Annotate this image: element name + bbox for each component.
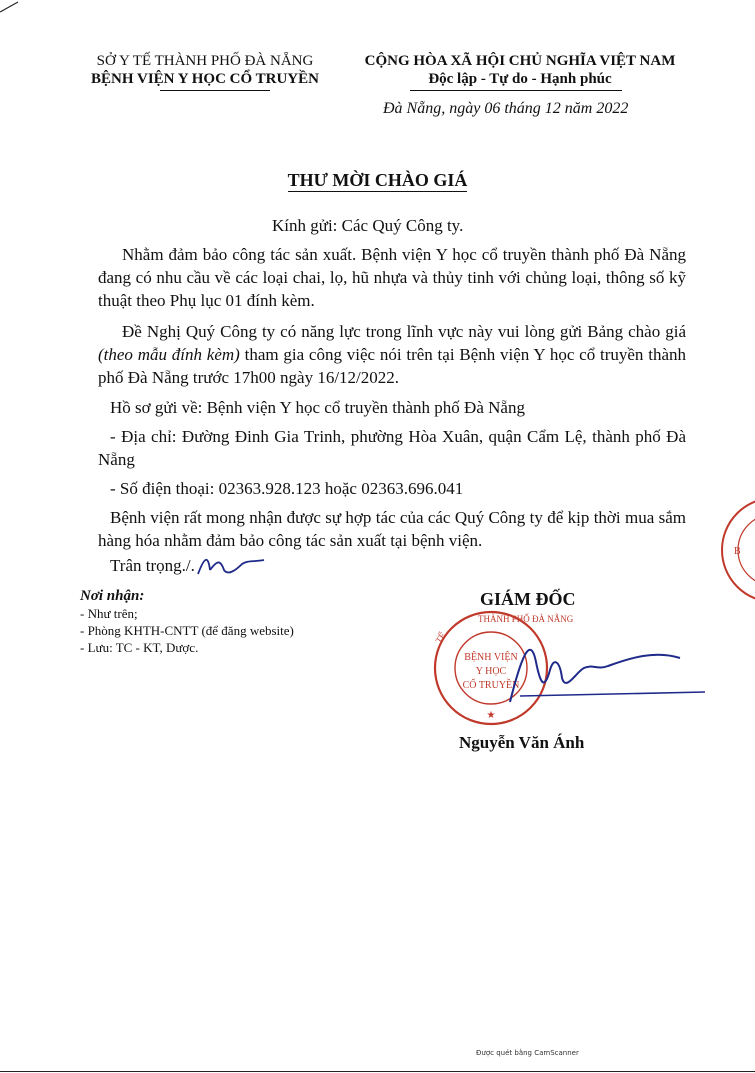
paragraph-2-text-a: Đề Nghị Quý Công ty có năng lực trong lĩnh vực này vui lòng gửi Bảng chào giá (122, 322, 686, 341)
paragraph-4-text: - Địa chỉ: Đường Đinh Gia Trinh, phường Hòa Xuân, quận Cẩm Lệ, thành phố Đà Nẵng (98, 427, 686, 469)
motto-underline (410, 90, 622, 91)
paragraph-3-text: Hồ sơ gửi về: Bệnh viện Y học cổ truyền thành phố Đà Nẵng (110, 398, 525, 417)
scanner-watermark: Được quét bằng CamScanner (476, 1049, 579, 1057)
initials-signature (190, 548, 270, 582)
paragraph-6 (98, 506, 686, 552)
svg-text:★: ★ (486, 710, 496, 721)
stamp-center-line3: CỔ TRUYỀN (462, 680, 520, 691)
partial-stamp (712, 492, 755, 612)
salutation: Kính gửi: Các Quý Công ty. (272, 216, 464, 235)
paragraph-1 (98, 243, 686, 312)
stamp-center-line1: BỆNH VIỆN (464, 652, 518, 663)
paragraph-2 (98, 320, 686, 389)
recipient-item: - Phòng KHTH-CNTT (để đăng website) (80, 623, 294, 638)
paragraph-1-text: Nhằm đảm bảo công tác sản xuất. Bệnh viện Y học cổ truyền thành phố Đà Nẵng đang có nhu cầu về các loại chai, lọ, hũ nhựa và thủy tinh với chủng loại, thông số kỹ thuật theo Phụ lục 01 đính kèm. (98, 245, 686, 310)
stamp-center-line2: Y HỌC (475, 666, 507, 677)
recipients-heading: Nơi nhận: (80, 588, 145, 604)
paragraph-5 (98, 477, 686, 500)
paragraph-5-text: - Số điện thoại: 02363.928.123 hoặc 02363.696.041 (110, 479, 464, 498)
recipients-block (80, 588, 294, 656)
recipient-item: - Lưu: TC - KT, Dược. (80, 640, 199, 655)
nation-title: CỘNG HÒA XÃ HỘI CHỦ NGHĨA VIỆT NAM (364, 53, 676, 69)
signature-title: GIÁM ĐỐC (480, 589, 576, 609)
header-right (340, 52, 700, 88)
stamp-ring-text: THÀNH PHỐ ĐÀ NẴNG (478, 614, 574, 624)
director-signature (480, 622, 710, 712)
header-left-underline (160, 90, 270, 91)
svg-text:TẾ: TẾ (433, 630, 448, 646)
document-date: Đà Nẵng, ngày 06 tháng 12 năm 2022 (383, 100, 629, 117)
paragraph-3 (98, 396, 686, 419)
motto: Độc lập - Tự do - Hạnh phúc (428, 71, 612, 87)
header-left (70, 52, 340, 88)
recipient-item: - Như trên; (80, 606, 138, 621)
hospital-name: BỆNH VIỆN Y HỌC CỔ TRUYỀN (91, 71, 319, 87)
paragraph-4 (98, 425, 686, 471)
document-title (0, 170, 755, 191)
agency-name: SỞ Y TẾ THÀNH PHỐ ĐÀ NẴNG (96, 53, 314, 69)
signer-name: Nguyễn Văn Ánh (459, 733, 585, 752)
corner-mark (0, 0, 20, 20)
bottom-edge (0, 1071, 755, 1072)
paragraph-2-italic: (theo mẫu đính kèm) (98, 345, 240, 364)
title-text: THƯ MỜI CHÀO GIÁ (287, 170, 468, 190)
paragraph-2-text-b: tham gia công việc nói trên tại Bệnh viện Y học cổ truyền thành phố Đà Nẵng trước 17h00 ngày 16/12/2022. (98, 345, 686, 387)
closing: Trân trọng./. (110, 556, 195, 575)
paragraph-6-text: Bệnh viện rất mong nhận được sự hợp tác của các Quý Công ty để kịp thời mua sắm hàng hóa nhằm đảm bảo công tác sản xuất tại bệnh viện. (98, 508, 686, 550)
svg-text:B: B (734, 546, 741, 557)
